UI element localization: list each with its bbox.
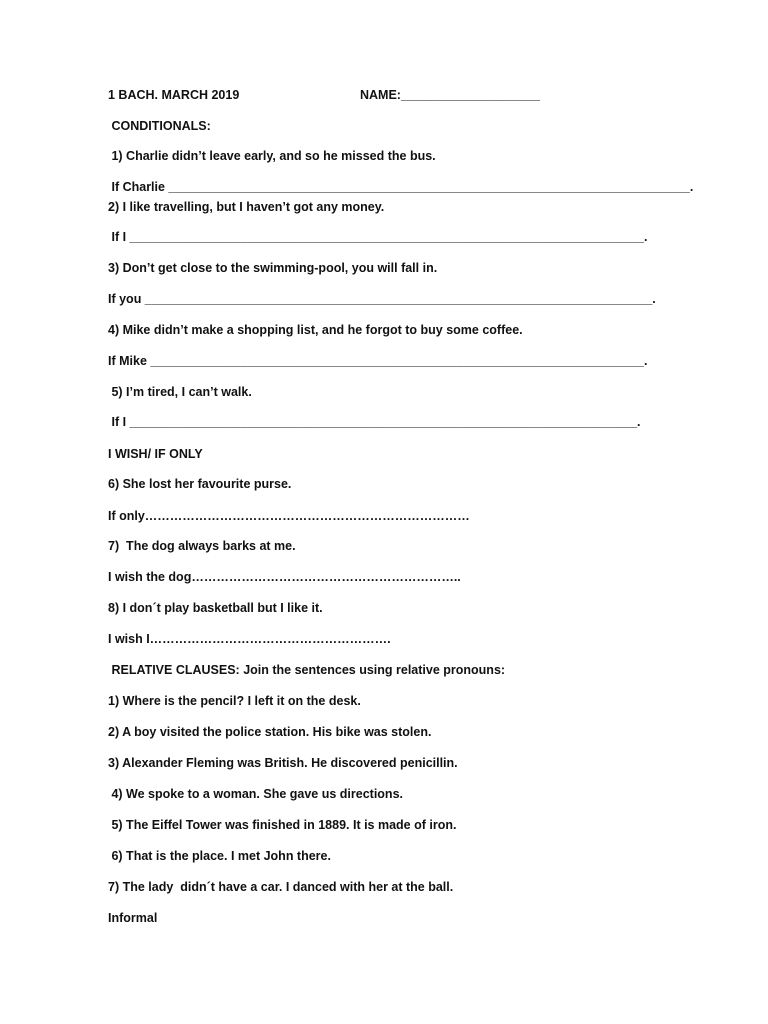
wish-question-6: 6) She lost her favourite purse. <box>108 477 292 491</box>
conditional-question-4: 4) Mike didn’t make a shopping list, and he forgot to buy some coffee. <box>108 323 523 337</box>
header-course-date: 1 BACH. MARCH 2019 <box>108 88 240 102</box>
conditional-question-1: 1) Charlie didn’t leave early, and so he missed the bus. <box>108 149 436 163</box>
relative-item-7: 7) The lady didn´t have a car. I danced with her at the ball. <box>108 880 454 894</box>
relative-item-1: 1) Where is the pencil? I left it on the desk. <box>108 694 361 708</box>
conditional-question-3: 3) Don’t get close to the swimming-pool, you will fall in. <box>108 261 438 275</box>
section-title-relative: RELATIVE CLAUSES: Join the sentences using relative pronouns: <box>108 663 506 677</box>
conditional-answer-3: If you _________________________________________________________________________. <box>108 292 656 306</box>
footer-informal-label: Informal <box>108 911 158 925</box>
section-title-conditionals: CONDITIONALS: <box>108 119 211 133</box>
relative-item-3: 3) Alexander Fleming was British. He discovered penicillin. <box>108 756 458 770</box>
relative-item-5: 5) The Eiffel Tower was finished in 1889. It is made of iron. <box>108 818 457 832</box>
wish-question-8: 8) I don´t play basketball but I like it. <box>108 601 323 615</box>
conditional-question-2: 2) I like travelling, but I haven’t got any money. <box>108 200 385 214</box>
relative-item-6: 6) That is the place. I met John there. <box>108 849 331 863</box>
relative-item-2: 2) A boy visited the police station. His bike was stolen. <box>108 725 432 739</box>
relative-item-4: 4) We spoke to a woman. She gave us directions. <box>108 787 403 801</box>
wish-question-7: 7) The dog always barks at me. <box>108 539 296 553</box>
header-name-field: NAME:____________________ <box>360 88 541 102</box>
conditional-answer-4: If Mike _______________________________________________________________________. <box>108 354 648 368</box>
section-title-wish: I WISH/ IF ONLY <box>108 447 203 461</box>
wish-answer-8: I wish I…………………………………………………. <box>108 632 391 646</box>
conditional-question-5: 5) I’m tired, I can’t walk. <box>108 385 252 399</box>
conditional-answer-2: If I __________________________________________________________________________. <box>108 230 648 244</box>
conditional-answer-5: If I _________________________________________________________________________. <box>108 415 641 429</box>
wish-answer-7: I wish the dog……………………………………………………….. <box>108 570 461 584</box>
conditional-answer-1: If Charlie ___________________________________________________________________________. <box>108 180 694 194</box>
wish-answer-6: If only…………………………………………………………………… <box>108 509 470 523</box>
